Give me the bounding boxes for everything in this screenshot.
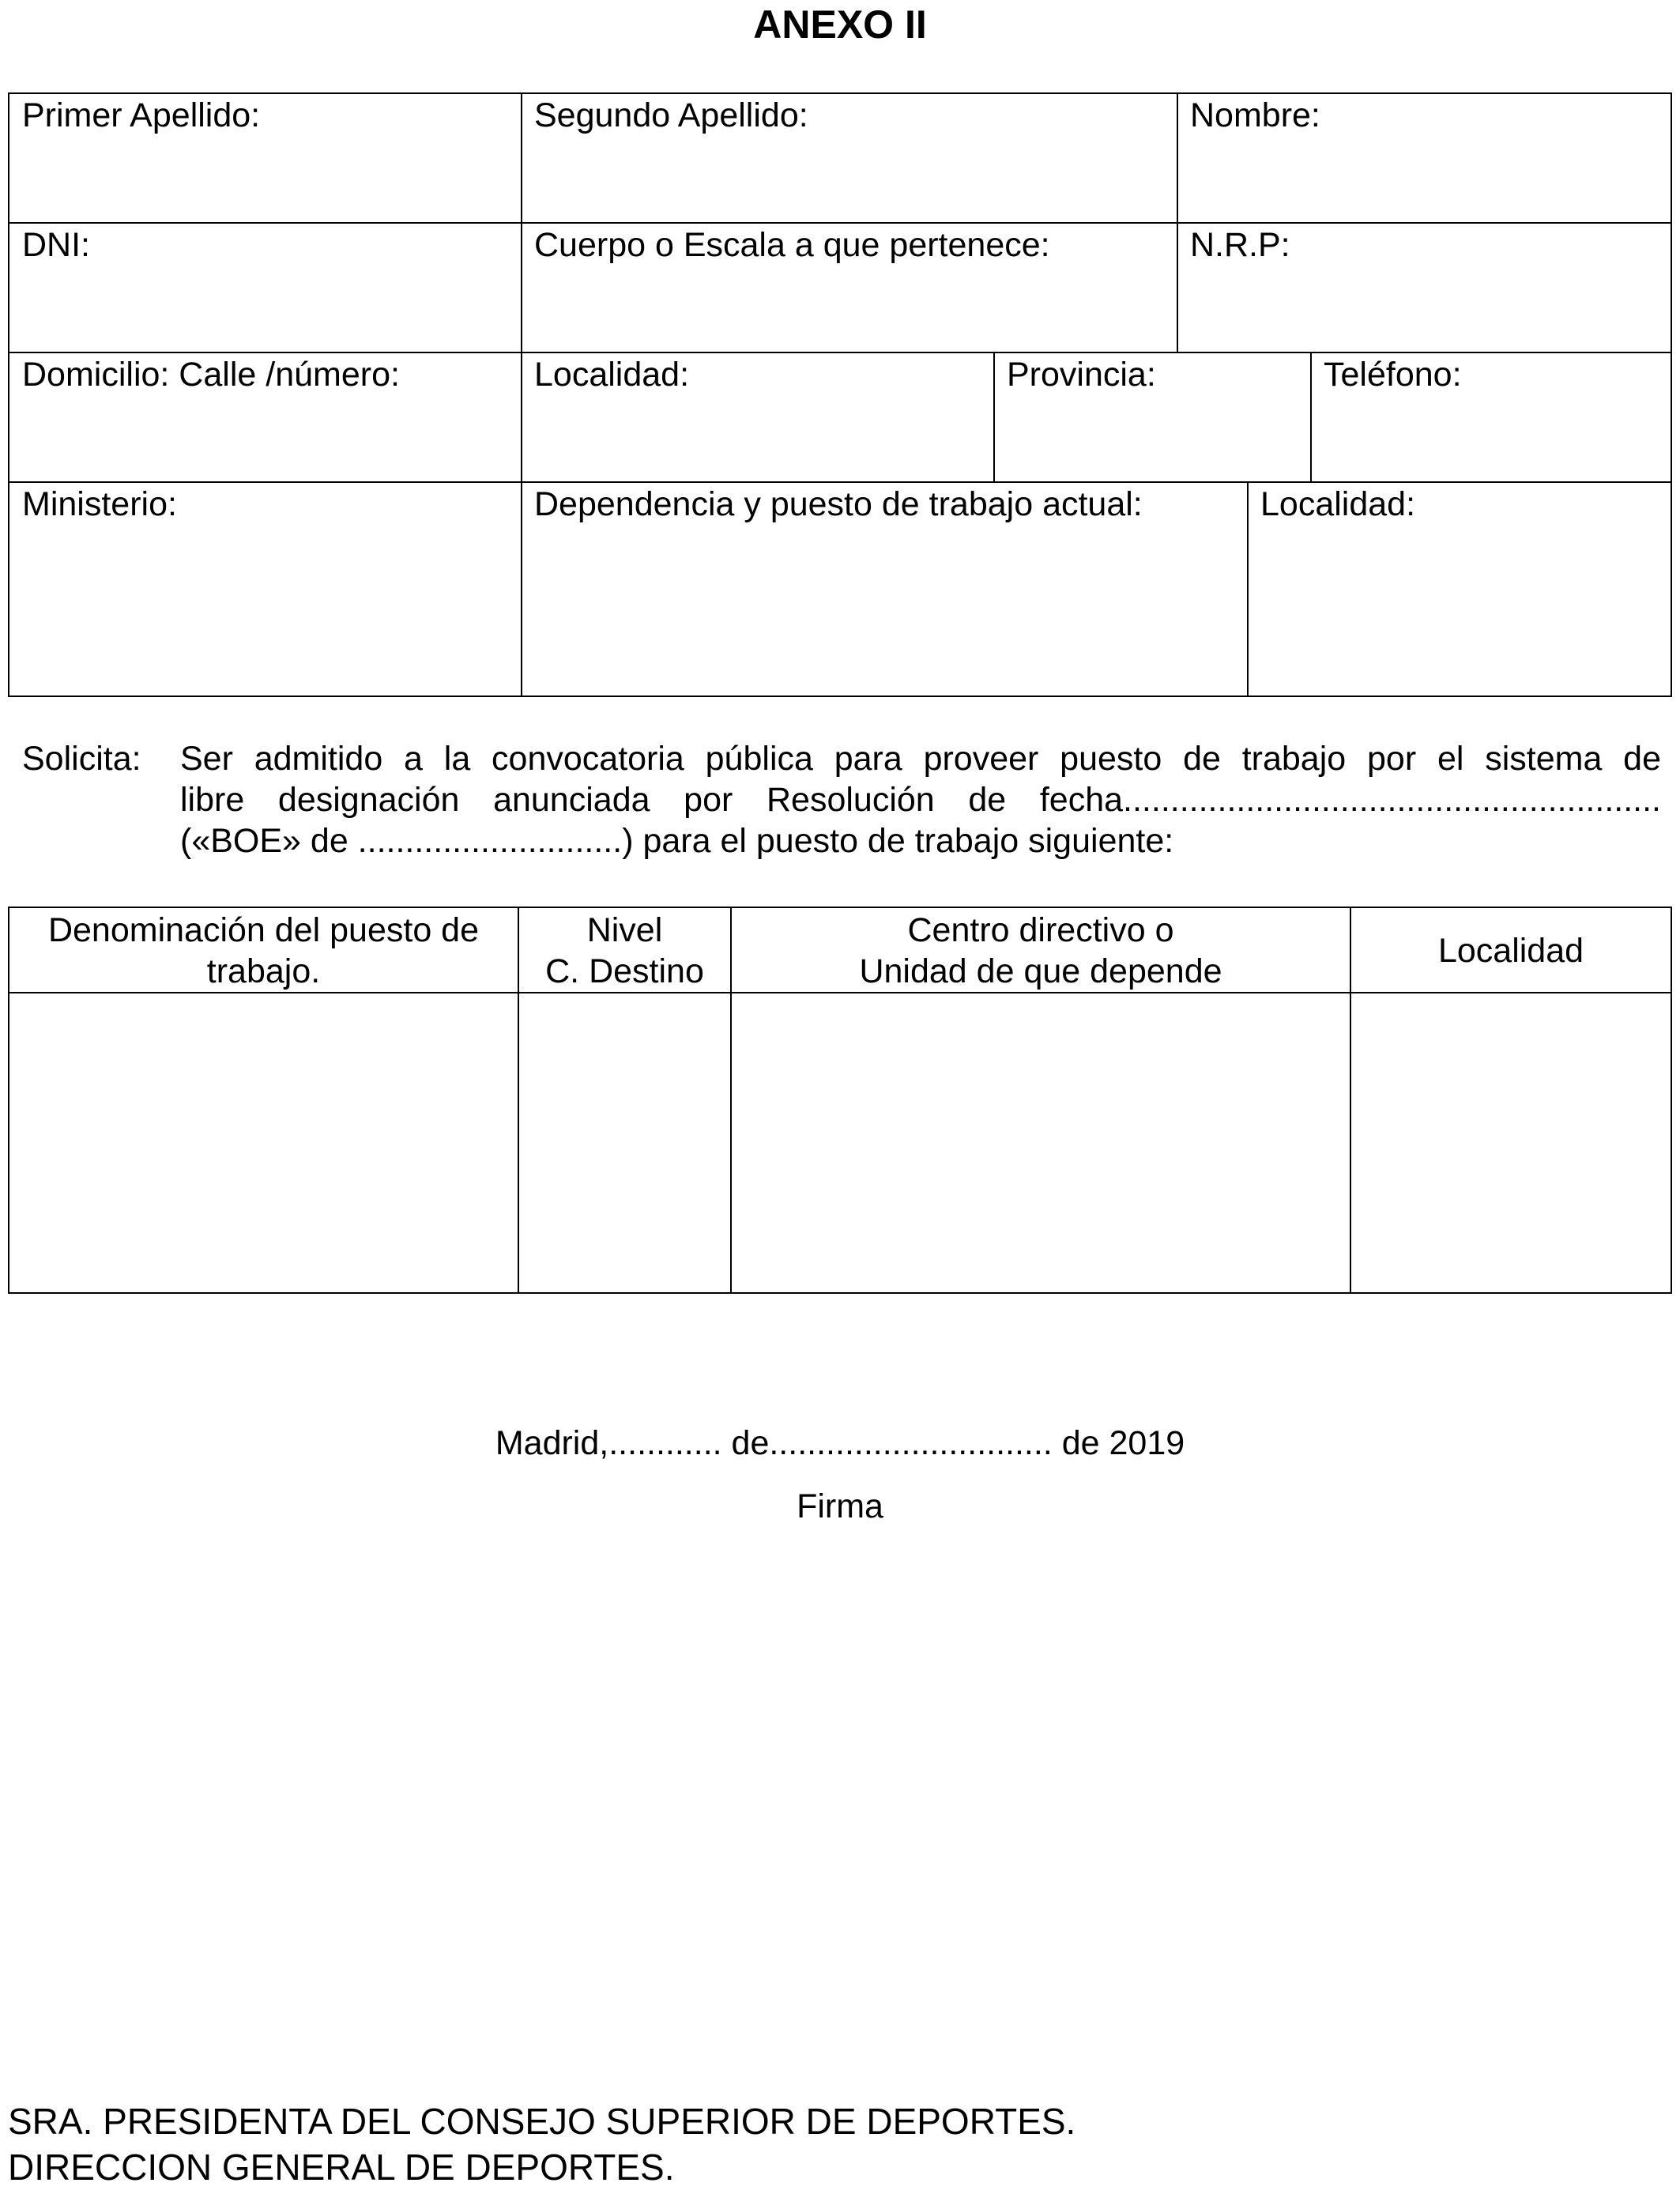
row-divider bbox=[9, 481, 1671, 483]
header-line: Localidad bbox=[1437, 932, 1584, 970]
provincia-label: Provincia: bbox=[1007, 356, 1156, 394]
personal-data-grid bbox=[8, 92, 1672, 697]
nombre-label: Nombre: bbox=[1190, 96, 1320, 134]
column-divider bbox=[993, 353, 995, 483]
column-divider bbox=[521, 483, 522, 696]
addressee-block bbox=[8, 2098, 1075, 2190]
puesto-table bbox=[8, 907, 1672, 1294]
column-divider bbox=[521, 224, 522, 353]
dependencia-puesto-label: Dependencia y puesto de trabajo actual: bbox=[534, 485, 1143, 523]
telefono-label: Teléfono: bbox=[1324, 356, 1462, 394]
dni-label: DNI: bbox=[22, 226, 90, 264]
localidad-label: Localidad: bbox=[534, 356, 690, 394]
row-divider bbox=[9, 352, 1671, 353]
addressee-line: SRA. PRESIDENTA DEL CONSEJO SUPERIOR DE DEPORTES. bbox=[8, 2101, 1076, 2142]
column-divider bbox=[521, 94, 522, 224]
column-divider bbox=[1177, 94, 1178, 353]
header-denominacion bbox=[9, 908, 518, 993]
page-title: ANEXO II bbox=[753, 2, 927, 47]
nrp-label: N.R.P: bbox=[1190, 226, 1290, 264]
header-localidad bbox=[1351, 908, 1671, 993]
header-nivel bbox=[519, 908, 730, 993]
header-line: C. Destino bbox=[545, 952, 704, 990]
ministerio-label: Ministerio: bbox=[22, 485, 177, 523]
column-divider bbox=[1310, 353, 1312, 483]
solicita-line: («BOE» de ............................) para el puesto de trabajo siguiente: bbox=[180, 822, 1174, 860]
localidad-actual-label: Localidad: bbox=[1260, 485, 1416, 523]
header-line: Centro directivo o bbox=[907, 911, 1174, 949]
header-line: Unidad de que depende bbox=[859, 952, 1222, 990]
place-date-line: Madrid,............ de.............................. de 2019 bbox=[495, 1424, 1185, 1462]
addressee-line: DIRECCION GENERAL DE DEPORTES. bbox=[8, 2147, 675, 2188]
header-centro-directivo bbox=[732, 908, 1350, 993]
cuerpo-escala-label: Cuerpo o Escala a que pertenece: bbox=[534, 226, 1050, 264]
segundo-apellido-label: Segundo Apellido: bbox=[534, 96, 808, 134]
signature-label: Firma bbox=[797, 1487, 883, 1525]
header-line: Denominación del puesto de bbox=[47, 911, 480, 949]
primer-apellido-label: Primer Apellido: bbox=[22, 96, 261, 134]
solicita-line: libre designación anunciada por Resolución de fecha......................................................... bbox=[180, 781, 1661, 819]
header-line: trabajo. bbox=[206, 952, 321, 990]
solicita-text bbox=[180, 738, 1661, 861]
column-divider bbox=[1247, 483, 1249, 696]
header-line: Nivel bbox=[586, 911, 663, 949]
column-divider bbox=[521, 353, 522, 483]
solicita-line: Ser admitido a la convocatoria pública para proveer puesto de trabajo por el sistema de bbox=[180, 740, 1661, 778]
row-divider bbox=[9, 222, 1671, 224]
domicilio-label: Domicilio: Calle /número: bbox=[22, 356, 400, 394]
solicita-label: Solicita: bbox=[22, 740, 141, 778]
